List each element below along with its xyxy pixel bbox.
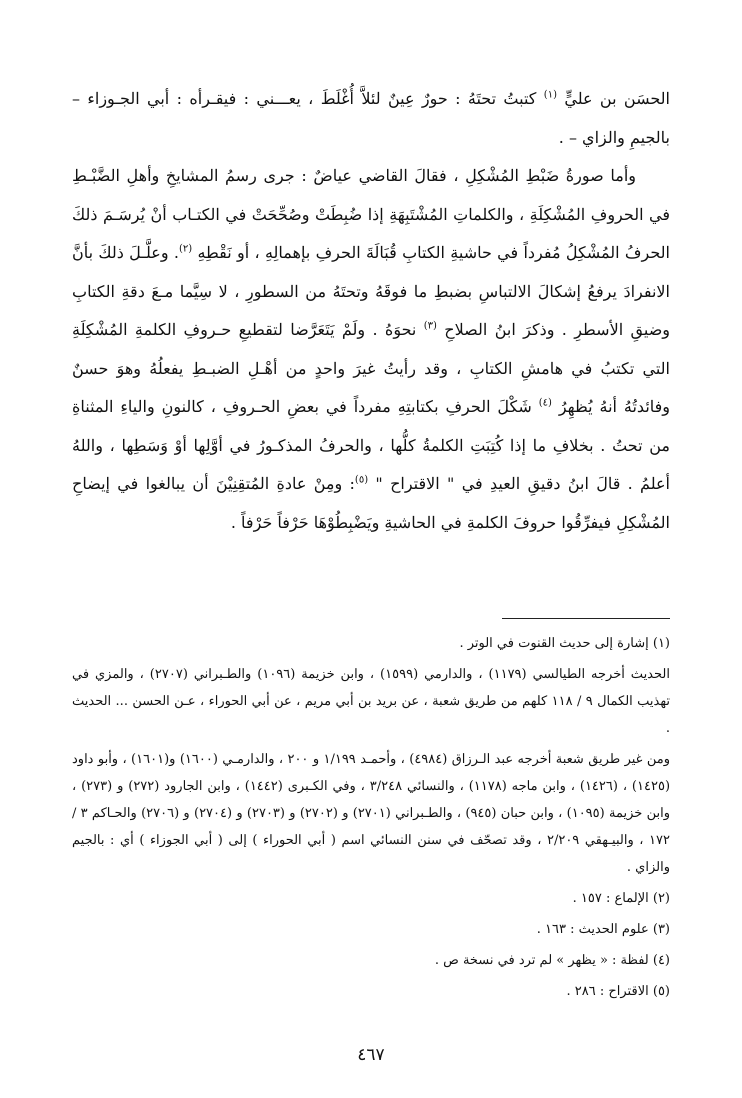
text-segment: وأما صورةُ ضَبْطِ المُشْكِلِ ، فقالَ القاضي عياضٌ : جرى رسمُ المشايخِ وأهلِ الضَّبْـطِ في الحروفِ المُشْكِلَةِ ، والكلماتِ المُشْتَبِهَةِ إذا ضُبِطَتْ وصُحِّحَتْ في الكتـاب أنْ يُرسَـمَ ذلكَ الحرفُ المُشْكِلُ مُفرداً في حاشيةِ الكتابِ قُبَالَةَ الحرفِ بإهمالِهِ ، أو نَقْطِهِ xyxy=(72,166,670,262)
footnote-4: (٤) لفظة : « يظهر » لم ترد في نسخة ص . xyxy=(434,953,670,968)
paragraph-2 xyxy=(72,157,670,542)
text-segment: . وعلَّـلَ ذلكَ بأنَّ الانفرادَ يرفعُ إشكالَ الالتباسِ بضبطِ ما فوقَهُ وتحتَهُ من السطورِ ، لا سِيَّما مـعَ دقةِ الكتابِ وضيقِ الأسطرِ . وذكرَ ابنُ الصلاحِ xyxy=(72,243,671,339)
footnote-1: (١) إشارة إلى حديث القنوت في الوتر . xyxy=(459,636,670,651)
text-segment: : ومِنْ عادةِ المُتقِنِيْنَ أن يبالغوا في إيضاحِ المُشْكِلِ فيفرِّقُوا حروفَ الكلمةِ في الحاشيةِ ويَضْبِطُوْهَا حَرْفاً حَرْفاً . xyxy=(72,474,670,532)
footnote-2: (٢) الإلماع : ١٥٧ . xyxy=(572,891,670,906)
footnote-5: (٥) الاقتراح : ٢٨٦ . xyxy=(566,984,670,999)
footnote-marker-4: (٤) xyxy=(538,397,552,409)
page-number: ٤٦٧ xyxy=(357,1045,385,1065)
main-text xyxy=(72,80,670,542)
footnote-separator xyxy=(502,618,670,619)
footnote-marker-1: (١) xyxy=(543,89,557,101)
footnote-marker-3: (٣) xyxy=(423,320,437,332)
text-segment: الحسَن بن عليٍّ xyxy=(564,89,670,108)
book-page xyxy=(72,80,670,1080)
footnote-marker-5: (٥) xyxy=(354,474,369,486)
footnote-1-detail-b: ومن غير طريق شعبة أخرجه عبد الـرزاق (٤٩٨٤) ، وأحمـد ١/١٩٩ و ٢٠٠ ، والدارمـي (١٦٠٠) و(١٦٠١) ، وأبو داود (١٤٢٥) ، (١٤٢٦) ، وابن ماجه (١١٧٨) ، والنسائي ٣/٢٤٨ ، وفي الكـبرى (١٤٤٢) ، وابن الجارود (٢٧٢) و (٢٧٣) ، وابن خزيمة (١٠٩٥) ، وابن حبان (٩٤٥) ، والطـبراني (٢٧٠١) و (٢٧٠٢) و (٢٧٠٣) و (٢٧٠٤) و (٢٧٠٦) والحـاكم ٣ / ١٧٢ ، والبيـهقي ٢/٢٠٩ ، وقد تصحّف في سنن النسائي اسم ( أبي الحوراء ) إلى ( أبي الجوزاء ) أي : بالجيم والزاي . xyxy=(72,752,671,875)
footnotes xyxy=(72,630,670,1005)
paragraph-1 xyxy=(72,80,670,157)
text-segment: كتبتُ تحتَهُ : حورٌ عِينٌ لئلاَّ أُغْلَطَ ، يعـــني : فيقـرأه : أبي الجـوزاء – بالجيمِ والزاي – . xyxy=(72,89,670,147)
footnote-marker-2: (٢) xyxy=(178,243,193,255)
text-segment: شَكْلَ الحرفِ بكتابتِهِ مفرداً في بعضِ الحـروفِ ، كالنونِ والياءِ المثناةِ من تحتُ . بخلافِ ما إذا كُتِبَتِ الكلمةُ كلُّها ، والحرفُ المذكـورُ في أوَّلِها أوْ وَسَطِها ، واللهُ أعلمُ . قالَ ابنُ دقيقِ العيدِ في " الاقتراح " xyxy=(72,397,670,493)
text-segment: نحوَهُ . ولَمْ يَتَعَرَّضا لتقطيعِ حـروفِ الكلمةِ المُشْكِلَةِ التي تكتبُ في هامشِ الكتابِ ، وقد رأيتُ غيرَ واحدٍ من أهْـلِ الضبـطِ يفعلُهُ وهوَ حسنٌ وفائدتُهُ أنهُ يُظهِرُ xyxy=(72,320,671,416)
footnote-1-detail-a: الحديث أخرجه الطيالسي (١١٧٩) ، والدارمي (١٥٩٩) ، وابن خزيمة (١٠٩٦) والطـبراني (٢٧٠٧) ، والمزي في تهذيب الكمال ٩ / ١١٨ كلهم من طريق شعبة ، عن بريد بن أبي مريم ، عن أبي الحوراء ، عـن الحسن ... الحديث . xyxy=(72,667,670,736)
footnote-3: (٣) علوم الحديث : ١٦٣ . xyxy=(536,922,670,937)
